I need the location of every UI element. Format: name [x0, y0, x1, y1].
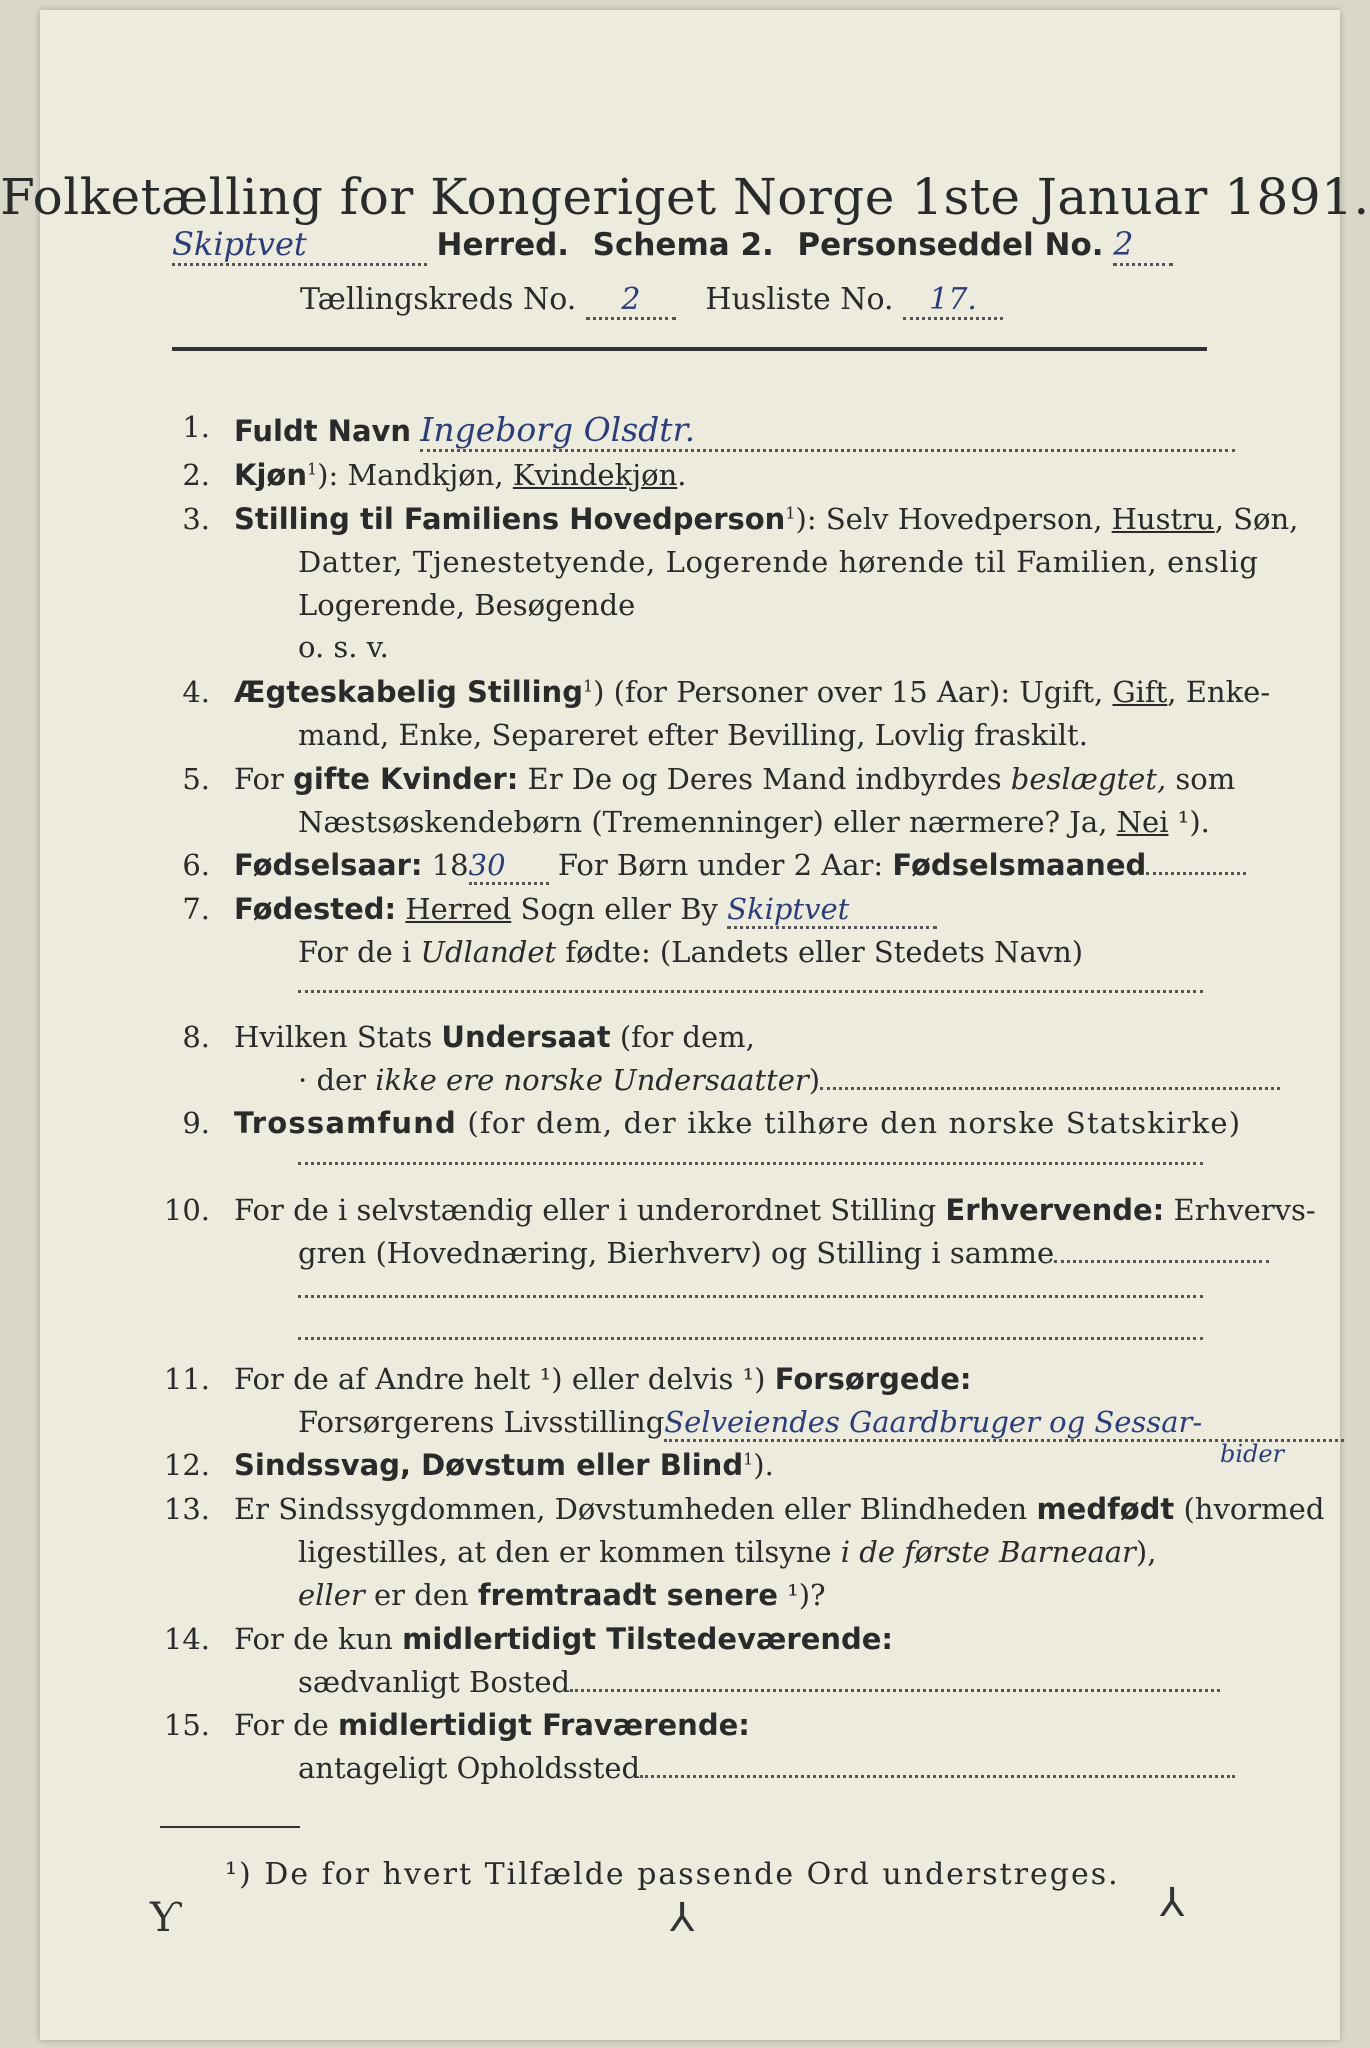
corner-mark-icon: Ƴ	[150, 1895, 180, 1941]
item-number: 4.	[182, 675, 210, 709]
corner-mark-icon: ⅄	[670, 1895, 695, 1941]
aegteskab-text: ) (for Personer over 15 Aar): Ugift,	[593, 675, 1113, 709]
gifte-prefix: For	[234, 762, 294, 796]
item-13-line-3	[298, 1578, 826, 1612]
gifte-line-2-text: Næstsøskendebørn (Tremenninger) eller nærmere? Ja,	[298, 805, 1117, 839]
item-10	[234, 1193, 1316, 1227]
item-number: 5.	[182, 762, 210, 796]
medfodt-line-3-a: er den	[364, 1578, 478, 1612]
item-number: 13.	[163, 1492, 210, 1526]
fodselsmaaned-label: Fødselsmaaned	[892, 848, 1147, 882]
item-12: Sindssvag, Døvstum eller Blind$^1$).	[234, 1448, 774, 1482]
form-title: Folketælling for Kongeriget Norge 1ste Januar 1891.	[0, 168, 1370, 226]
erhverv-field	[1054, 1260, 1269, 1263]
herred-value: Skiptvet	[172, 225, 427, 266]
erhverv-field-3	[298, 1337, 1203, 1340]
undersaat-field	[820, 1087, 1280, 1090]
fodselsaar-label: Fødselsaar:	[234, 848, 423, 882]
medfodt-text-b: (hvormed	[1174, 1492, 1325, 1526]
trossamfund-text: (for dem, der ikke tilhøre den norske Statskirke)	[457, 1106, 1242, 1140]
item-4: Ægteskabelig Stilling$^1$) (for Personer over 15 Aar): Ugift, Gift, Enke-	[234, 675, 1271, 709]
bosted-field	[570, 1689, 1220, 1692]
fuldt-navn-label: Fuldt Navn	[234, 414, 412, 448]
item-7	[234, 892, 937, 929]
item-number: 7.	[182, 892, 210, 926]
item-number: 8.	[182, 1020, 210, 1054]
livsstilling-label: Forsørgerens Livsstilling	[298, 1405, 665, 1439]
stilling-text: ): Selv Hovedperson,	[795, 502, 1112, 536]
fodested-value: Skiptvet	[727, 892, 937, 929]
item-15-line-2	[298, 1751, 1235, 1785]
erhverv-field-2	[298, 1295, 1203, 1298]
aegteskab-selected: Gift	[1112, 675, 1168, 709]
tilstede-text: For de kun	[234, 1622, 403, 1656]
item-4-line-2: mand, Enke, Separeret efter Bevilling, Lovlig fraskilt.	[298, 718, 1088, 752]
item-number: 3.	[182, 502, 210, 536]
item-13	[234, 1492, 1324, 1526]
udland-field	[298, 990, 1203, 993]
fravaerende-text: For de	[234, 1708, 339, 1742]
header-divider	[172, 347, 1207, 351]
personseddel-label: Personseddel No.	[797, 227, 1104, 263]
item-3-line-2: Datter, Tjenestetyende, Logerende hørende til Familien, enslig	[298, 545, 1259, 579]
item-number: 6.	[182, 848, 210, 882]
undersaat-text-b: (for dem,	[610, 1020, 755, 1054]
gifte-line-2-end: ¹).	[1168, 805, 1210, 839]
item-3: Stilling til Familiens Hovedperson$^1$): Selv Hovedperson, Hustru, Søn,	[234, 502, 1299, 536]
item-number: 2.	[182, 458, 210, 492]
item-6	[234, 848, 1246, 885]
fuldt-navn-value: Ingeborg Olsdtr.	[420, 410, 1235, 452]
fremtraadt-label: fremtraadt senere	[477, 1578, 778, 1612]
husliste-label: Husliste No.	[705, 282, 894, 317]
item-15	[234, 1708, 750, 1742]
husliste-value: 17.	[903, 282, 1003, 320]
stilling-label: Stilling til Familiens Hovedperson	[234, 502, 786, 536]
item-number: 1.	[182, 410, 210, 444]
item-3-line-3: Logerende, Besøgende	[298, 588, 636, 622]
aegteskab-end: , Enke-	[1167, 675, 1271, 709]
undersaat-line-2-italic: ikke ere norske Undersaatter	[375, 1063, 809, 1097]
erhverv-line-2: gren (Hovednæring, Bierhverv) og Stilling i samme	[298, 1236, 1055, 1270]
header-row	[172, 225, 1173, 266]
item-number: 11.	[163, 1362, 210, 1396]
udland-text-b: fødte: (Landets eller Stedets Navn)	[556, 935, 1084, 969]
gifte-selected: Nei	[1116, 805, 1169, 839]
gifte-end: som	[1166, 762, 1236, 796]
footnote-divider	[160, 1826, 300, 1828]
medfodt-line-2-b: ),	[1135, 1535, 1157, 1569]
fodselsaar-value: 30	[469, 848, 549, 885]
gifte-label: gifte Kvinder:	[293, 762, 519, 796]
item-13-line-2	[298, 1535, 1156, 1569]
trossamfund-label: Trossamfund	[234, 1106, 457, 1140]
opholdssted-field	[640, 1775, 1235, 1778]
undersaat-label: Undersaat	[441, 1020, 611, 1054]
sindssvag-label: Sindssvag, Døvstum eller Blind	[234, 1448, 744, 1482]
forsorget-label: Forsørgede:	[774, 1362, 972, 1396]
item-2	[234, 458, 687, 492]
kreds-value: 2	[586, 282, 676, 320]
fodested-label: Fødested:	[234, 892, 397, 926]
undersaat-text-a: Hvilken Stats	[234, 1020, 442, 1054]
medfodt-text-a: Er Sindssygdommen, Døvstumheden eller Blindheden	[234, 1492, 1037, 1526]
medfodt-line-2-a: ligestilles, at den er kommen tilsyne	[298, 1535, 841, 1569]
kjon-end: .	[677, 458, 687, 492]
item-11	[234, 1362, 972, 1396]
herred-label: Herred.	[436, 227, 570, 263]
medfodt-line-3-italic: eller	[298, 1578, 365, 1612]
undersaat-line-2-a: der	[316, 1063, 376, 1097]
fodested-mid: Sogn eller By	[511, 892, 728, 926]
medfodt-line-3-b: ¹)?	[777, 1578, 826, 1612]
udland-text-a: For de i	[298, 935, 421, 969]
stilling-end: , Søn,	[1214, 502, 1299, 536]
forsorget-text: For de af Andre helt ¹) eller delvis ¹)	[234, 1362, 775, 1396]
stilling-selected: Hustru	[1111, 502, 1215, 536]
erhverv-text-b: Erhvervs-	[1164, 1193, 1316, 1227]
item-number: 10.	[163, 1193, 210, 1227]
item-number: 15.	[163, 1708, 210, 1742]
livsstilling-value-continued: bider	[1220, 1440, 1285, 1468]
gifte-italic: beslægtet,	[1010, 762, 1167, 796]
fodselsaar-mid: For Børn under 2 Aar:	[548, 848, 893, 882]
item-9	[234, 1106, 1241, 1140]
schema-label: Schema 2.	[592, 227, 774, 263]
gifte-text: Er De og Deres Mand indbyrdes	[518, 762, 1011, 796]
item-8	[234, 1020, 755, 1054]
item-14-line-2	[298, 1665, 1220, 1699]
footnote-ref: 1	[306, 459, 318, 479]
kjon-selected: Kvindekjøn	[512, 458, 678, 492]
aegteskab-label: Ægteskabelig Stilling	[234, 675, 583, 709]
tilstede-label: midlertidigt Tilstedeværende:	[402, 1622, 894, 1656]
item-7-line-2	[298, 935, 1083, 969]
item-number: 14.	[163, 1622, 210, 1656]
kjon-label: Kjøn	[234, 458, 307, 492]
header-row-2	[300, 282, 1003, 320]
fodselsmaaned-field	[1146, 872, 1246, 875]
kreds-label: Tællingskreds No.	[300, 282, 577, 317]
item-3-line-4: o. s. v.	[298, 630, 389, 664]
personseddel-value: 2	[1113, 225, 1173, 266]
item-number: 9.	[182, 1106, 210, 1140]
item-8-line-2: · der ikke ere norske Undersaatter)	[298, 1063, 1280, 1097]
fravaerende-label: midlertidigt Fraværende:	[338, 1708, 750, 1742]
opholdssted-label: antageligt Opholdssted	[298, 1751, 641, 1785]
kjon-text: ): Mandkjøn,	[317, 458, 513, 492]
bosted-label: sædvanligt Bosted	[298, 1665, 571, 1699]
footnote: ¹) De for hvert Tilfælde passende Ord understreges.	[225, 1857, 1120, 1892]
udland-italic: Udlandet	[420, 935, 557, 969]
corner-mark-icon: ⅄	[1160, 1880, 1185, 1926]
item-14	[234, 1622, 893, 1656]
item-1	[234, 410, 1235, 452]
item-5-line-2	[298, 805, 1210, 839]
medfodt-line-2-italic: i de første Barneaar	[840, 1535, 1136, 1569]
erhverv-label: Erhvervende:	[945, 1193, 1165, 1227]
trossamfund-field	[298, 1162, 1203, 1165]
item-11-line-2	[298, 1405, 1344, 1442]
item-5	[234, 762, 1235, 796]
erhverv-text-a: For de i selvstændig eller i underordnet Stilling	[234, 1193, 946, 1227]
item-number: 12.	[163, 1448, 210, 1482]
item-10-line-2	[298, 1236, 1269, 1270]
fodested-selected: Herred	[405, 892, 512, 926]
livsstilling-value: Selveiendes Gaardbruger og Sessar-	[664, 1405, 1344, 1442]
fodselsaar-prefix: 18	[422, 848, 469, 882]
sindssvag-end: ).	[753, 1448, 774, 1482]
medfodt-label: medfødt	[1036, 1492, 1175, 1526]
